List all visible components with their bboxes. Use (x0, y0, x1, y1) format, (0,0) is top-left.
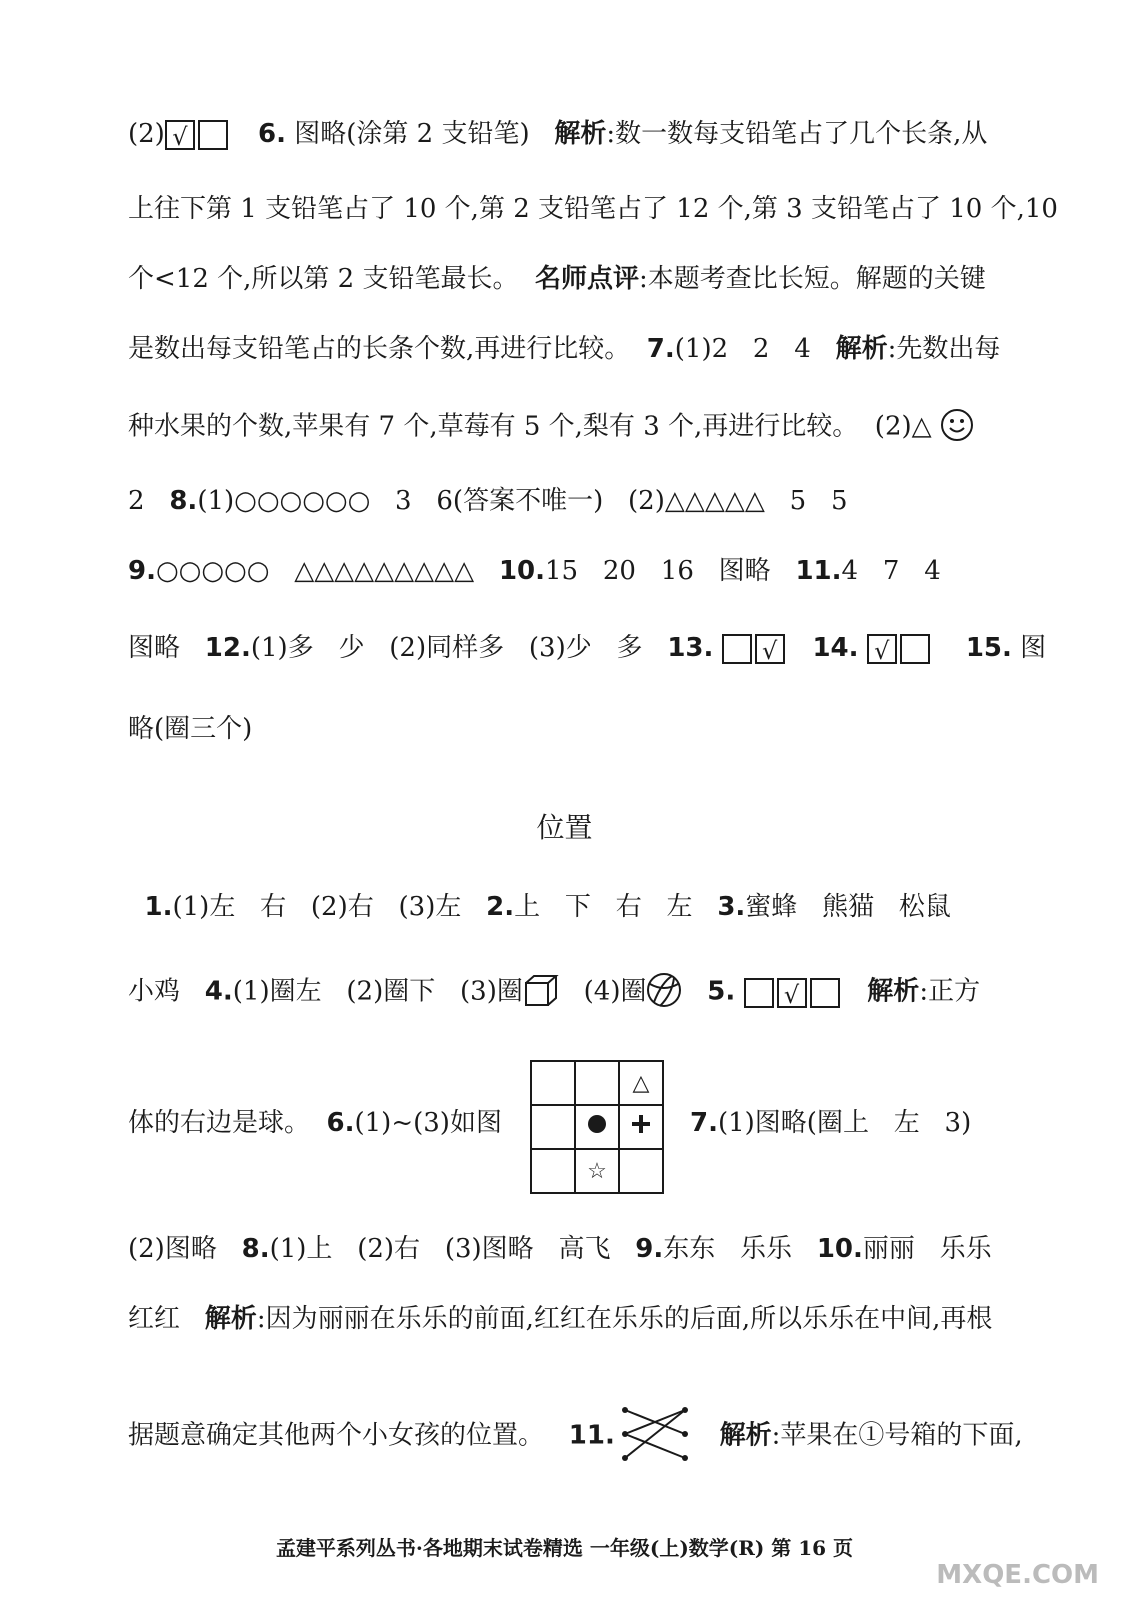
position-line-2 (128, 972, 980, 1013)
comparison-line-5 (128, 408, 974, 447)
bold-label: 6. (326, 1108, 355, 1138)
bold-label: 名师点评 (535, 264, 640, 294)
bold-label: 14. (812, 633, 859, 663)
answer-text: :先数出每 (887, 334, 1001, 364)
answer-text: (1)~(3)如图 (354, 1108, 502, 1138)
bold-label: 8. (169, 486, 198, 516)
matching-lines-diagram (615, 1402, 695, 1471)
answer-text: 4 7 4 (841, 556, 941, 586)
answer-text: :苹果在①号箱的下面, (771, 1420, 1023, 1451)
answer-text (695, 1421, 720, 1451)
comparison-line-9 (128, 716, 252, 742)
grid-cell (531, 1105, 575, 1149)
position-line-6 (128, 1306, 992, 1332)
grid-cell (619, 1149, 663, 1193)
answer-text: (1)左 右 (2)右 (3)左 (172, 892, 487, 922)
checked-box: √ (777, 978, 807, 1008)
answer-text: :本题考查比长短。解题的关键 (639, 264, 986, 294)
bold-label: 解析 (554, 119, 607, 149)
answer-text: (1)多 少 (2)同样多 (3)少 多 (250, 633, 668, 663)
answer-text (128, 892, 145, 922)
comparison-line-7 (128, 558, 941, 584)
empty-box (744, 978, 774, 1008)
answer-text (735, 977, 743, 1007)
bold-label: 解析 (204, 1304, 257, 1334)
position-line-3 (128, 1110, 502, 1136)
answer-text: 2 (128, 486, 170, 516)
answer-text (859, 633, 867, 663)
comparison-line-4 (128, 336, 1000, 362)
answer-text: 东东 乐乐 (663, 1234, 817, 1264)
bold-label: 13. (667, 633, 714, 663)
answer-text (843, 977, 868, 1007)
position-line-7 (128, 1402, 1023, 1471)
answer-text (682, 977, 707, 1007)
answer-text: (2)图略 (128, 1234, 242, 1264)
bold-label: 15. (965, 633, 1012, 663)
answer-text: :数一数每支铅笔占了几个长条,从 (606, 119, 988, 149)
comparison-line-1 (128, 120, 987, 150)
answer-text: 上 下 右 左 (514, 892, 718, 922)
answer-text: 是数出每支铅笔占的长条个数,再进行比较。 (128, 334, 647, 364)
answer-text: 15 20 16 图略 (545, 556, 796, 586)
cube-icon (523, 973, 559, 1012)
answer-text: 丽丽 乐乐 (862, 1234, 992, 1264)
bold-label: 1. (144, 892, 173, 922)
empty-box (722, 634, 752, 664)
grid-cell (575, 1061, 619, 1105)
answer-text: 个<12 个,所以第 2 支铅笔最长。 (128, 264, 535, 294)
grid-row (531, 1149, 663, 1193)
bold-label: 2. (486, 892, 515, 922)
section-title: 位置 (536, 811, 593, 844)
answer-text: (1)○○○○○○ 3 6(答案不唯一) (2)△△△△△ 5 5 (197, 486, 848, 516)
empty-box (810, 978, 840, 1008)
answer-text: (1)圈左 (2)圈下 (3)圈 (232, 976, 523, 1007)
grid-cell-plus (619, 1105, 663, 1149)
grid-row (531, 1061, 663, 1105)
position-line-1 (128, 894, 951, 920)
position-line-5 (128, 1236, 992, 1262)
comparison-line-6 (128, 488, 848, 514)
page-footer: 孟建平系列丛书·各地期末试卷精选 一年级(上)数学(R) 第 16 页 (275, 1536, 854, 1560)
bold-label: 10. (816, 1234, 863, 1264)
answer-text: 体的右边是球。 (128, 1108, 327, 1138)
bold-label: 6. (230, 119, 286, 149)
checked-box: √ (755, 634, 785, 664)
answer-text: 略(圈三个) (128, 714, 253, 744)
empty-box (900, 634, 930, 664)
position-grid (530, 1060, 664, 1194)
bold-label: 5. (707, 976, 736, 1007)
bold-label: 10. (498, 556, 546, 586)
answer-text: 图略 (128, 633, 205, 663)
answer-text: :因为丽丽在乐乐的前面,红红在乐乐的后面,所以乐乐在中间,再根 (256, 1304, 993, 1334)
answer-text: 图略(涂第 2 支铅笔) (285, 119, 555, 149)
answer-text (933, 633, 966, 663)
answer-text: (4)圈 (558, 976, 647, 1007)
answer-text: :正方 (919, 976, 981, 1007)
bold-label: 7. (646, 334, 675, 364)
grid-row (531, 1105, 663, 1149)
smiley-face-icon (940, 408, 974, 447)
answer-text: (1)2 2 4 (674, 334, 836, 364)
watermark: MXQE.COM (936, 1560, 1099, 1590)
answer-text: 红红 (128, 1304, 205, 1334)
answer-text (788, 633, 813, 663)
grid-cell (531, 1149, 575, 1193)
bold-label: 解析 (867, 976, 920, 1007)
bold-label: 解析 (835, 334, 888, 364)
grid-cell (531, 1061, 575, 1105)
answer-text: (1)上 (2)右 (3)图略 高飞 (269, 1234, 636, 1264)
bold-label: 11. (568, 1420, 615, 1451)
checked-box: √ (165, 120, 195, 150)
bold-label: 9. (128, 556, 156, 586)
answer-text: 上往下第 1 支铅笔占了 10 个,第 2 支铅笔占了 12 个,第 3 支铅笔占了 10 个,10 (128, 194, 1058, 224)
answer-text: 蜜蜂 熊猫 松鼠 (745, 892, 951, 922)
bold-label: 8. (241, 1234, 270, 1264)
grid-cell: △ (619, 1061, 663, 1105)
answer-text: (2) (128, 119, 165, 149)
answer-text (713, 633, 721, 663)
comparison-line-3 (128, 266, 986, 292)
position-line-4 (690, 1110, 971, 1136)
answer-text: 小鸡 (128, 976, 205, 1007)
bold-label: 4. (204, 976, 233, 1007)
empty-box (198, 120, 228, 150)
answer-text: 据题意确定其他两个小女孩的位置。 (128, 1420, 569, 1451)
grid-cell: ☆ (575, 1149, 619, 1193)
bold-label: 7. (690, 1108, 718, 1138)
comparison-line-2 (128, 196, 1058, 222)
bold-label: 12. (204, 633, 251, 663)
bold-label: 9. (635, 1234, 664, 1264)
bold-label: 11. (795, 556, 842, 586)
answer-text: (1)图略(圈上 左 3) (717, 1108, 972, 1138)
checked-box: √ (867, 634, 897, 664)
grid-cell-ball (575, 1105, 619, 1149)
bold-label: 解析 (719, 1420, 772, 1451)
answer-text: 图 (1011, 633, 1047, 663)
answer-text: 种水果的个数,苹果有 7 个,草莓有 5 个,梨有 3 个,再进行比较。 (2)△ (128, 411, 932, 442)
comparison-line-8 (128, 634, 1046, 664)
answer-text: ○○○○○ △△△△△△△△△ (155, 556, 499, 586)
basketball-icon (646, 972, 682, 1013)
bold-label: 3. (717, 892, 746, 922)
